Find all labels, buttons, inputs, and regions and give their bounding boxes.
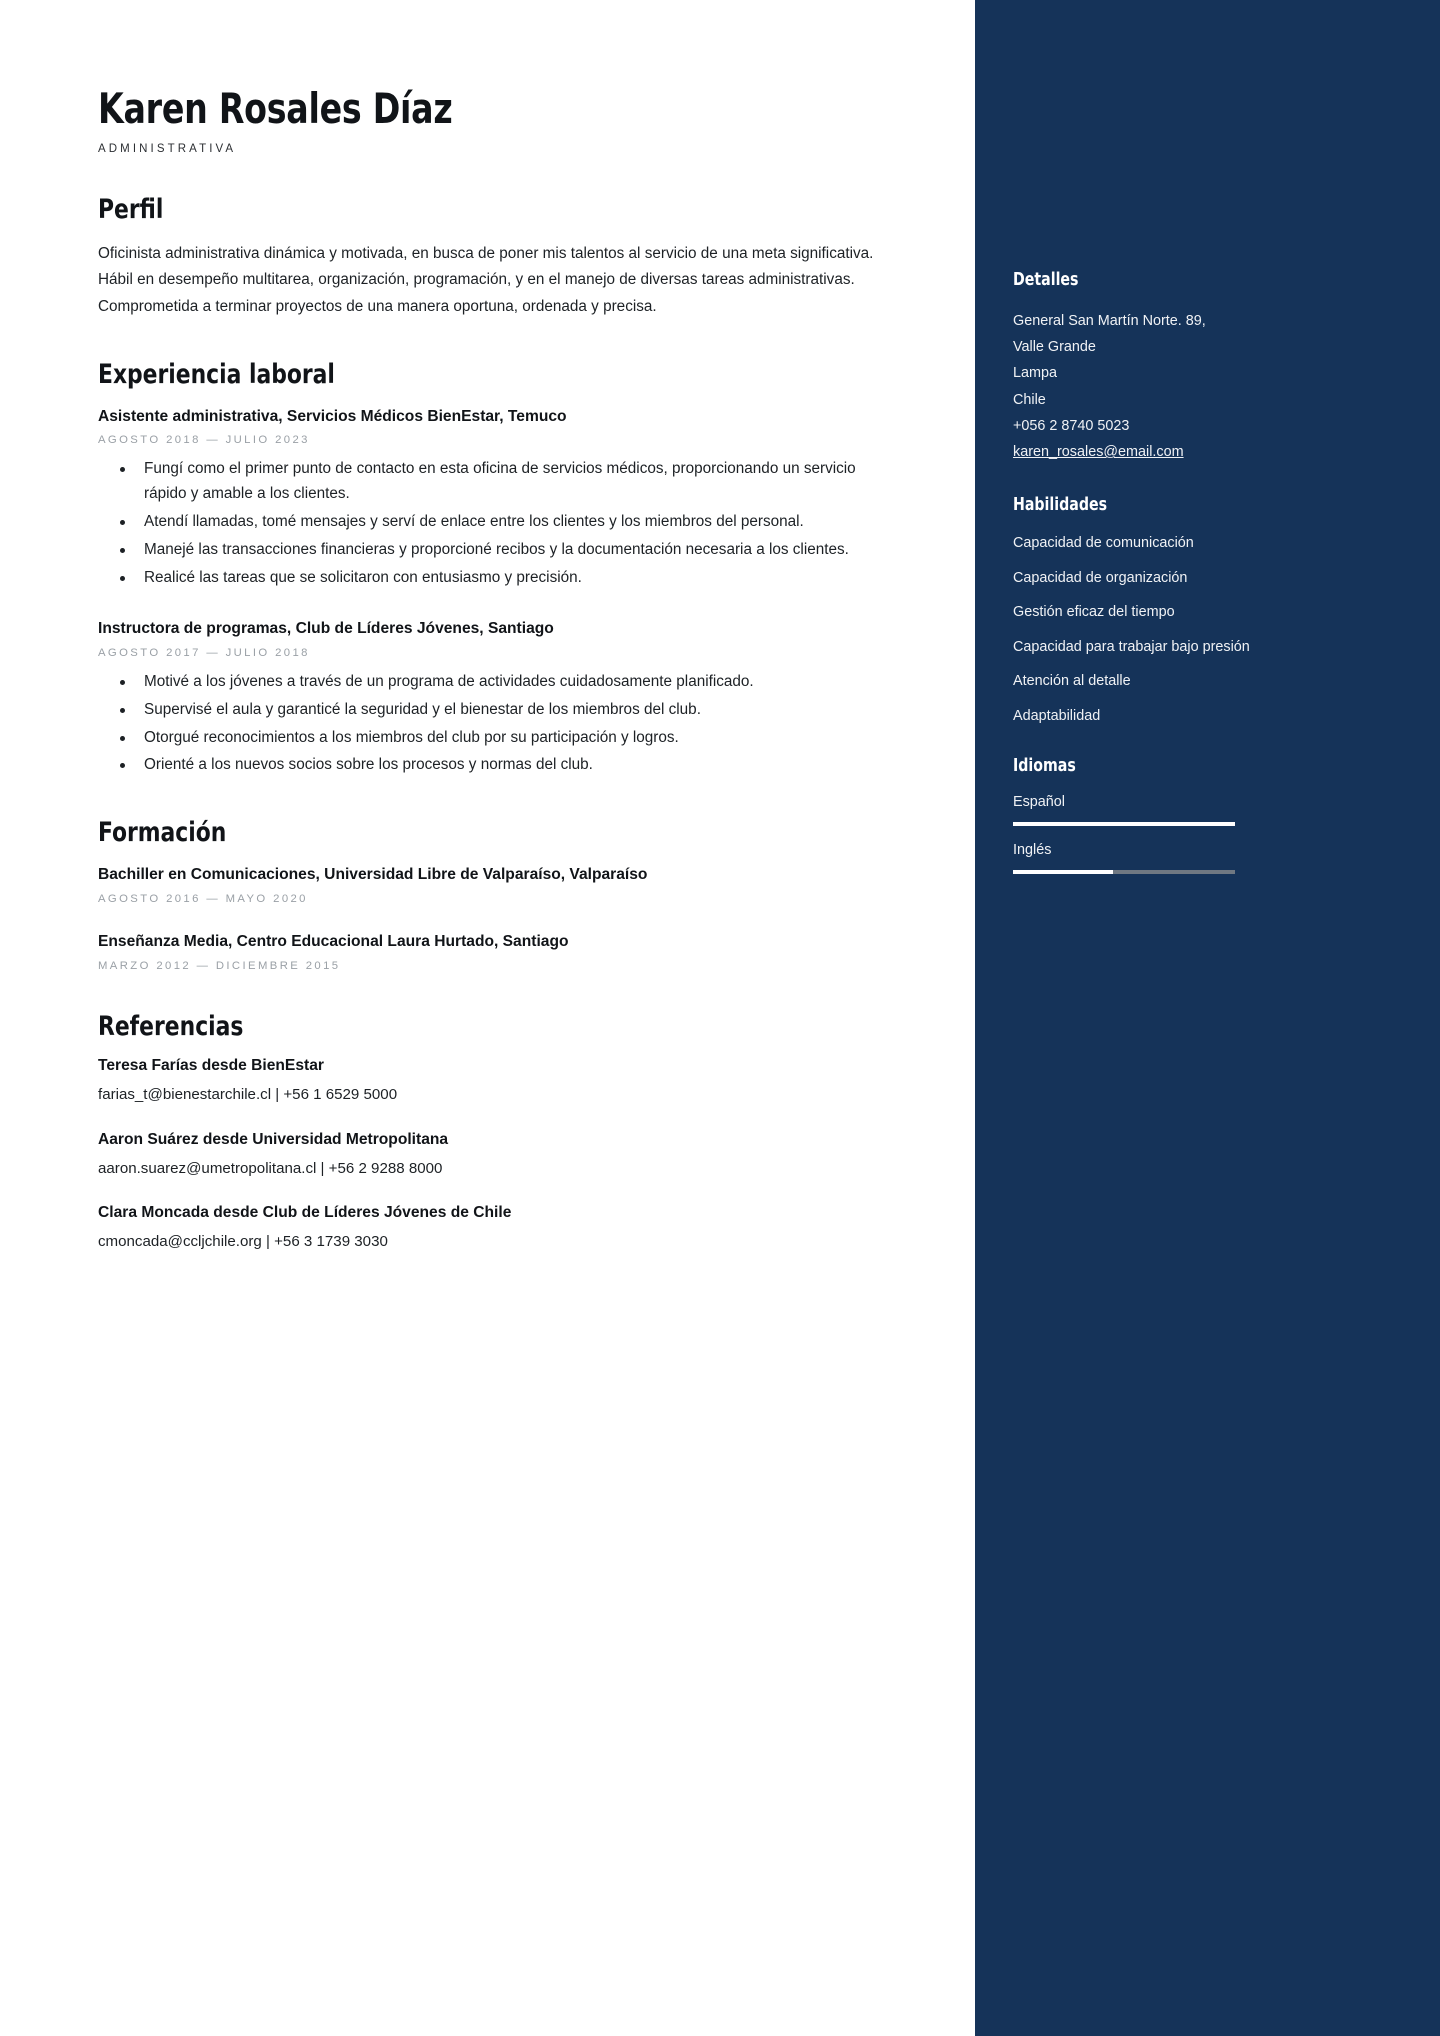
sidebar-heading-languages: Idiomas: [1013, 756, 1076, 777]
education-entry-date: AGOSTO 2016 — MAYO 2020: [98, 892, 308, 905]
reference-entry: [98, 1131, 888, 1181]
list-item: Realicé las tareas que se solicitaron con entusiasmo y precisión.: [102, 566, 888, 591]
profile-text: Oficinista administrativa dinámica y motivada, en busca de poner mis talentos al servicio de una meta significativa. Hábil en desempeño multitarea, organización, programación, y en el manejo de diversas tareas administrativas. Comprometida a terminar proyectos de una manera oportuna, ordenada y precisa.: [98, 245, 874, 315]
skill-item: Atención al detalle: [1013, 673, 1131, 690]
skill-item: Capacidad para trabajar bajo presión: [1013, 638, 1250, 655]
section-heading-references: Referencias: [98, 1010, 244, 1042]
section-heading-profile: Perfil: [98, 194, 164, 226]
skill-item: Capacidad de comunicación: [1013, 535, 1194, 552]
skills-list: [1013, 533, 1384, 726]
experience-entry-title: Instructora de programas, Club de Líderes Jóvenes, Santiago: [98, 620, 554, 638]
skill-item: Capacidad de organización: [1013, 569, 1188, 586]
language-level-bar: [1013, 822, 1235, 826]
language-level-fill: [1013, 822, 1235, 826]
education-entry: [98, 931, 888, 972]
education-list: [98, 864, 888, 972]
language-item: [1013, 794, 1384, 826]
experience-bullet-list: [102, 670, 888, 778]
education-entry-title: Enseñanza Media, Centro Educacional Laura Hurtado, Santiago: [98, 932, 569, 950]
reference-contact: farias_t@bienestarchile.cl | +56 1 6529 5000: [98, 1086, 398, 1104]
education-entry-title: Bachiller en Comunicaciones, Universidad Libre de Valparaíso, Valparaíso: [98, 865, 648, 883]
page-title: Karen Rosales Díaz: [98, 84, 453, 133]
section-heading-experience: Experiencia laboral: [98, 358, 335, 390]
contact-detail-line: Valle Grande: [1013, 339, 1096, 356]
email-link[interactable]: karen_rosales@email.com: [1013, 444, 1184, 461]
reference-contact: aaron.suarez@umetropolitana.cl | +56 2 9288 8000: [98, 1159, 443, 1177]
sidebar-heading-details: Detalles: [1013, 270, 1079, 290]
contact-detail-line: Lampa: [1013, 365, 1058, 382]
reference-contact: cmoncada@ccljchile.org | +56 3 1739 3030: [98, 1233, 388, 1251]
list-item: Orienté a los nuevos socios sobre los procesos y normas del club.: [102, 753, 888, 778]
section-experience: [98, 360, 888, 778]
contact-details-list: [1013, 308, 1384, 439]
list-item: Manejé las transacciones financieras y proporcioné recibos y la documentación necesaria a los clientes.: [102, 538, 888, 563]
experience-entry: [98, 406, 888, 591]
language-level-bar: [1013, 870, 1235, 874]
sidebar-section-details: [1013, 270, 1384, 465]
list-item: Fungí como el primer punto de contacto en esta oficina de servicios médicos, proporcionando un servicio rápido y amable a los clientes.: [102, 457, 888, 507]
language-item: [1013, 842, 1384, 874]
references-list: [98, 1057, 888, 1254]
list-item: Supervisé el aula y garanticé la seguridad y el bienestar de los miembros del club.: [102, 698, 888, 723]
list-item: Atendí llamadas, tomé mensajes y serví de enlace entre los clientes y los miembros del personal.: [102, 510, 888, 535]
reference-name: Clara Moncada desde Club de Líderes Jóvenes de Chile: [98, 1204, 512, 1222]
language-name: Inglés: [1013, 842, 1052, 859]
sidebar: [975, 0, 1440, 2036]
sidebar-heading-skills: Habilidades: [1013, 495, 1108, 516]
skill-item: Gestión eficaz del tiempo: [1013, 604, 1175, 621]
contact-detail-line: General San Martín Norte. 89,: [1013, 313, 1206, 329]
experience-entry-date: AGOSTO 2017 — JULIO 2018: [98, 647, 310, 660]
reference-entry: [98, 1204, 888, 1254]
section-education: [98, 818, 888, 971]
reference-entry: [98, 1057, 888, 1107]
section-references: [98, 1012, 888, 1255]
sidebar-section-languages: [1013, 756, 1384, 874]
education-entry-date: MARZO 2012 — DICIEMBRE 2015: [98, 959, 341, 972]
experience-entry-title: Asistente administrativa, Servicios Médicos BienEstar, Temuco: [98, 407, 567, 425]
section-profile: [98, 195, 888, 320]
experience-list: [98, 406, 888, 779]
section-heading-education: Formación: [98, 817, 227, 849]
languages-list: [1013, 794, 1384, 874]
language-level-fill: [1013, 870, 1113, 874]
experience-entry: [98, 618, 888, 778]
experience-bullet-list: [102, 457, 888, 590]
job-subtitle: ADMINISTRATIVA: [98, 143, 237, 156]
list-item: Otorgué reconocimientos a los miembros del club por su participación y logros.: [102, 726, 888, 751]
list-item: Motivé a los jóvenes a través de un programa de actividades cuidadosamente planificado.: [102, 670, 888, 695]
reference-name: Teresa Farías desde BienEstar: [98, 1057, 324, 1075]
sidebar-section-skills: [1013, 495, 1384, 726]
reference-name: Aaron Suárez desde Universidad Metropolitana: [98, 1130, 449, 1148]
experience-entry-date: AGOSTO 2018 — JULIO 2023: [98, 434, 310, 447]
language-name: Español: [1013, 794, 1066, 811]
education-entry: [98, 864, 888, 905]
contact-detail-line: +056 2 8740 5023: [1013, 417, 1130, 434]
skill-item: Adaptabilidad: [1013, 707, 1101, 724]
contact-detail-line: Chile: [1013, 391, 1046, 408]
